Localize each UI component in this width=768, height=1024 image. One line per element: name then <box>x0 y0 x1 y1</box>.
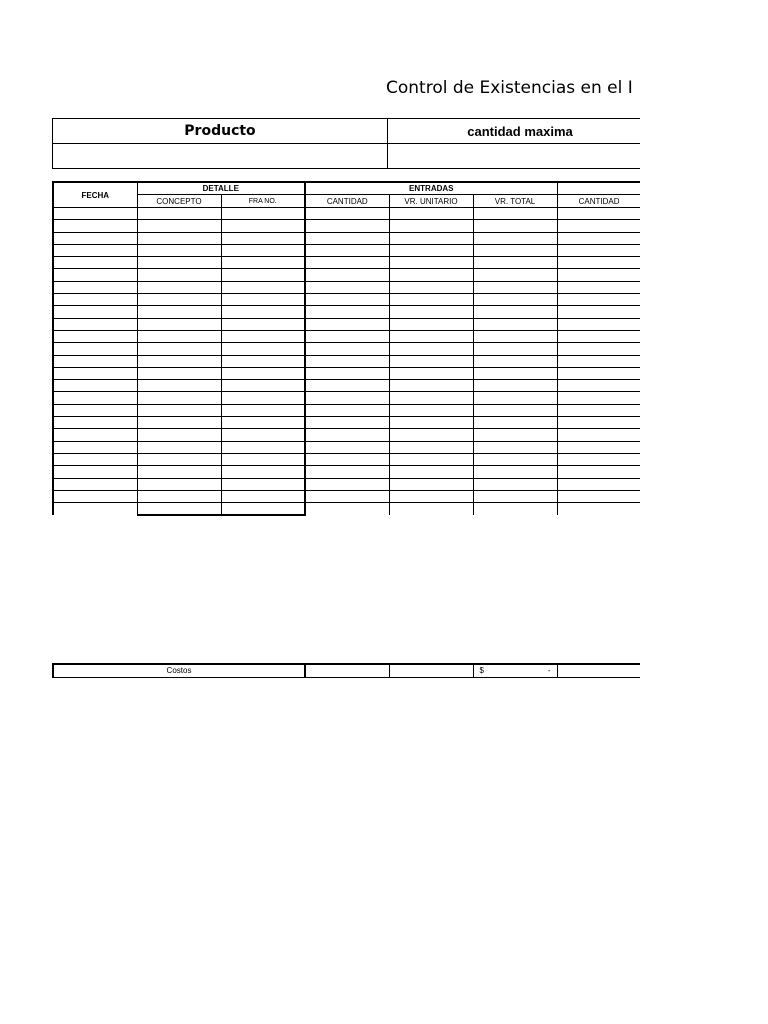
vr-unitario-cell[interactable] <box>389 441 473 453</box>
cantidad-cell[interactable] <box>305 441 389 453</box>
fra-no-cell[interactable] <box>221 257 305 269</box>
producto-input-cell[interactable] <box>53 144 388 169</box>
vr-total-cell[interactable] <box>473 503 557 516</box>
fra-no-cell[interactable] <box>221 355 305 367</box>
concepto-cell[interactable] <box>137 503 221 516</box>
cantidad-cell[interactable] <box>305 269 389 281</box>
concepto-header: CONCEPTO <box>137 195 221 208</box>
fra-no-cell[interactable] <box>221 220 305 232</box>
cantidad-2-cell[interactable] <box>557 453 640 465</box>
vr-unitario-cell[interactable] <box>389 453 473 465</box>
concepto-cell[interactable] <box>137 343 221 355</box>
fecha-cell[interactable] <box>53 355 137 367</box>
cantidad-cell[interactable] <box>305 220 389 232</box>
fecha-cell[interactable] <box>53 232 137 244</box>
vr-unitario-cell[interactable] <box>389 244 473 256</box>
vr-total-cell[interactable] <box>473 343 557 355</box>
concepto-cell[interactable] <box>137 281 221 293</box>
cantidad-2-header: CANTIDAD <box>557 195 640 208</box>
costos-cantidad-2-cell[interactable] <box>557 664 640 678</box>
producto-header: Producto <box>53 119 388 144</box>
fecha-cell[interactable] <box>53 466 137 478</box>
vr-unitario-cell[interactable] <box>389 490 473 502</box>
table-row <box>53 404 640 416</box>
concepto-cell[interactable] <box>137 257 221 269</box>
fecha-cell[interactable] <box>53 453 137 465</box>
cantidad-cell[interactable] <box>305 404 389 416</box>
table-row <box>53 318 640 330</box>
vr-unitario-cell[interactable] <box>389 208 473 220</box>
fecha-cell[interactable] <box>53 404 137 416</box>
concepto-cell[interactable] <box>137 232 221 244</box>
cantidad-cell[interactable] <box>305 318 389 330</box>
cantidad-2-cell[interactable] <box>557 466 640 478</box>
cantidad-cell[interactable] <box>305 429 389 441</box>
cantidad-cell[interactable] <box>305 244 389 256</box>
fra-no-cell[interactable] <box>221 404 305 416</box>
vr-total-cell[interactable] <box>473 392 557 404</box>
vr-unitario-cell[interactable] <box>389 269 473 281</box>
table-row <box>53 478 640 490</box>
concepto-cell[interactable] <box>137 318 221 330</box>
cantidad-cell[interactable] <box>305 478 389 490</box>
cantidad-maxima-input-cell[interactable] <box>388 144 641 169</box>
currency-symbol: $ <box>479 666 484 675</box>
vr-unitario-cell[interactable] <box>389 429 473 441</box>
inventory-table <box>52 181 640 516</box>
fecha-cell[interactable] <box>53 220 137 232</box>
cantidad-cell[interactable] <box>305 490 389 502</box>
vr-unitario-cell[interactable] <box>389 466 473 478</box>
cantidad-2-cell[interactable] <box>557 318 640 330</box>
fecha-cell[interactable] <box>53 490 137 502</box>
vr-total-cell[interactable] <box>473 208 557 220</box>
vr-unitario-cell[interactable] <box>389 281 473 293</box>
fra-no-cell[interactable] <box>221 441 305 453</box>
table-row <box>53 441 640 453</box>
vr-unitario-cell[interactable] <box>389 417 473 429</box>
vr-total-cell[interactable] <box>473 220 557 232</box>
cantidad-cell[interactable] <box>305 294 389 306</box>
costos-cantidad-cell[interactable] <box>305 664 389 678</box>
vr-unitario-cell[interactable] <box>389 355 473 367</box>
fra-no-cell[interactable] <box>221 429 305 441</box>
fecha-cell[interactable] <box>53 294 137 306</box>
cantidad-cell[interactable] <box>305 330 389 342</box>
salidas-header-cell <box>557 182 640 195</box>
concepto-cell[interactable] <box>137 330 221 342</box>
inventory-grid <box>52 181 640 517</box>
vr-unitario-cell[interactable] <box>389 343 473 355</box>
table-row <box>53 281 640 293</box>
vr-total-cell[interactable] <box>473 269 557 281</box>
cantidad-2-cell[interactable] <box>557 294 640 306</box>
table-row <box>53 257 640 269</box>
cantidad-cell[interactable] <box>305 392 389 404</box>
fecha-cell[interactable] <box>53 478 137 490</box>
cantidad-2-cell[interactable] <box>557 429 640 441</box>
fecha-cell[interactable] <box>53 244 137 256</box>
vr-unitario-cell[interactable] <box>389 367 473 379</box>
cantidad-2-cell[interactable] <box>557 306 640 318</box>
fra-no-cell[interactable] <box>221 269 305 281</box>
costos-total-cell[interactable] <box>473 664 557 678</box>
fra-no-cell[interactable] <box>221 367 305 379</box>
cantidad-2-cell[interactable] <box>557 503 640 516</box>
concepto-cell[interactable] <box>137 453 221 465</box>
table-row <box>53 392 640 404</box>
costos-total-value: - <box>547 666 551 675</box>
cantidad-2-cell[interactable] <box>557 367 640 379</box>
vr-total-cell[interactable] <box>473 294 557 306</box>
fecha-cell[interactable] <box>53 257 137 269</box>
fecha-cell[interactable] <box>53 429 137 441</box>
fra-no-cell[interactable] <box>221 417 305 429</box>
table-row <box>53 294 640 306</box>
cantidad-cell[interactable] <box>305 257 389 269</box>
cantidad-2-cell[interactable] <box>557 257 640 269</box>
vr-total-cell[interactable] <box>473 330 557 342</box>
cantidad-cell[interactable] <box>305 343 389 355</box>
table-row <box>53 343 640 355</box>
cantidad-cell[interactable] <box>305 355 389 367</box>
table-row <box>53 429 640 441</box>
fra-no-cell[interactable] <box>221 453 305 465</box>
cantidad-cell[interactable] <box>305 503 389 516</box>
vr-total-cell[interactable] <box>473 380 557 392</box>
vr-total-cell[interactable] <box>473 466 557 478</box>
vr-total-cell[interactable] <box>473 453 557 465</box>
cantidad-2-cell[interactable] <box>557 330 640 342</box>
cantidad-2-cell[interactable] <box>557 281 640 293</box>
concepto-cell[interactable] <box>137 441 221 453</box>
vr-total-cell[interactable] <box>473 306 557 318</box>
cantidad-2-cell[interactable] <box>557 441 640 453</box>
vr-unitario-cell[interactable] <box>389 232 473 244</box>
costs-table <box>52 663 640 678</box>
fra-no-cell[interactable] <box>221 306 305 318</box>
vr-unitario-cell[interactable] <box>389 380 473 392</box>
fecha-cell[interactable] <box>53 269 137 281</box>
concepto-cell[interactable] <box>137 404 221 416</box>
vr-total-cell[interactable] <box>473 281 557 293</box>
fra-no-cell[interactable] <box>221 318 305 330</box>
concepto-cell[interactable] <box>137 466 221 478</box>
cantidad-cell[interactable] <box>305 417 389 429</box>
table-row <box>53 208 640 220</box>
concepto-cell[interactable] <box>137 367 221 379</box>
vr-unitario-cell[interactable] <box>389 318 473 330</box>
fra-no-cell[interactable] <box>221 503 305 516</box>
cantidad-cell[interactable] <box>305 380 389 392</box>
vr-unitario-cell[interactable] <box>389 503 473 516</box>
vr-total-cell[interactable] <box>473 257 557 269</box>
costos-label: Costos <box>53 664 305 678</box>
cantidad-maxima-header: cantidad maxima <box>388 119 641 144</box>
vr-unitario-cell[interactable] <box>389 478 473 490</box>
table-row <box>53 503 640 516</box>
fecha-cell[interactable] <box>53 441 137 453</box>
table-row <box>53 232 640 244</box>
vr-unitario-cell[interactable] <box>389 306 473 318</box>
vr-total-cell[interactable] <box>473 244 557 256</box>
cantidad-2-cell[interactable] <box>557 208 640 220</box>
table-row <box>53 355 640 367</box>
cantidad-2-cell[interactable] <box>557 355 640 367</box>
fecha-cell[interactable] <box>53 503 137 516</box>
concepto-cell[interactable] <box>137 294 221 306</box>
fra-no-cell[interactable] <box>221 478 305 490</box>
fra-no-cell[interactable] <box>221 244 305 256</box>
product-table <box>52 118 640 169</box>
cantidad-cell[interactable] <box>305 208 389 220</box>
vr-total-cell[interactable] <box>473 232 557 244</box>
concepto-cell[interactable] <box>137 417 221 429</box>
cantidad-cell[interactable] <box>305 466 389 478</box>
concepto-cell[interactable] <box>137 208 221 220</box>
cantidad-2-cell[interactable] <box>557 269 640 281</box>
fecha-header: FECHA <box>53 182 137 208</box>
cantidad-2-cell[interactable] <box>557 392 640 404</box>
concepto-cell[interactable] <box>137 490 221 502</box>
concepto-cell[interactable] <box>137 429 221 441</box>
fra-no-cell[interactable] <box>221 294 305 306</box>
table-row <box>53 466 640 478</box>
concepto-cell[interactable] <box>137 380 221 392</box>
vr-total-cell[interactable] <box>473 441 557 453</box>
entradas-header: ENTRADAS <box>305 182 557 195</box>
product-header <box>52 118 640 170</box>
concepto-cell[interactable] <box>137 220 221 232</box>
vr-unitario-cell[interactable] <box>389 257 473 269</box>
table-row <box>53 380 640 392</box>
table-row <box>53 330 640 342</box>
vr-unitario-cell[interactable] <box>389 294 473 306</box>
concepto-cell[interactable] <box>137 306 221 318</box>
fra-no-cell[interactable] <box>221 281 305 293</box>
fra-no-cell[interactable] <box>221 208 305 220</box>
cantidad-cell[interactable] <box>305 306 389 318</box>
fra-no-cell[interactable] <box>221 490 305 502</box>
cantidad-2-cell[interactable] <box>557 343 640 355</box>
table-row <box>53 244 640 256</box>
costs-row <box>52 663 640 678</box>
cantidad-2-cell[interactable] <box>557 244 640 256</box>
fecha-cell[interactable] <box>53 330 137 342</box>
cantidad-2-cell[interactable] <box>557 232 640 244</box>
fra-no-cell[interactable] <box>221 392 305 404</box>
cantidad-2-cell[interactable] <box>557 490 640 502</box>
table-row <box>53 220 640 232</box>
vr-total-cell[interactable] <box>473 404 557 416</box>
cantidad-header: CANTIDAD <box>305 195 389 208</box>
cantidad-2-cell[interactable] <box>557 404 640 416</box>
table-row <box>53 453 640 465</box>
table-row <box>53 306 640 318</box>
fecha-cell[interactable] <box>53 208 137 220</box>
concepto-cell[interactable] <box>137 355 221 367</box>
fecha-cell[interactable] <box>53 380 137 392</box>
vr-total-cell[interactable] <box>473 478 557 490</box>
fecha-cell[interactable] <box>53 281 137 293</box>
fecha-cell[interactable] <box>53 417 137 429</box>
fecha-cell[interactable] <box>53 318 137 330</box>
fra-no-cell[interactable] <box>221 232 305 244</box>
cantidad-cell[interactable] <box>305 453 389 465</box>
cantidad-cell[interactable] <box>305 281 389 293</box>
cantidad-cell[interactable] <box>305 367 389 379</box>
vr-total-cell[interactable] <box>473 417 557 429</box>
sheet-title: Control de Existencias en el I <box>386 78 633 98</box>
cantidad-2-cell[interactable] <box>557 478 640 490</box>
vr-total-cell[interactable] <box>473 318 557 330</box>
vr-unitario-header: VR. UNITARIO <box>389 195 473 208</box>
fecha-cell[interactable] <box>53 367 137 379</box>
vr-unitario-cell[interactable] <box>389 404 473 416</box>
fecha-cell[interactable] <box>53 392 137 404</box>
cantidad-2-cell[interactable] <box>557 380 640 392</box>
vr-total-header: VR. TOTAL <box>473 195 557 208</box>
table-row <box>53 490 640 502</box>
table-row <box>53 417 640 429</box>
fra-no-cell[interactable] <box>221 343 305 355</box>
fra-no-header: FRA NO. <box>221 195 305 208</box>
fecha-cell[interactable] <box>53 343 137 355</box>
fra-no-cell[interactable] <box>221 466 305 478</box>
vr-total-cell[interactable] <box>473 490 557 502</box>
detalle-header: DETALLE <box>137 182 305 195</box>
vr-unitario-cell[interactable] <box>389 330 473 342</box>
vr-unitario-cell[interactable] <box>389 220 473 232</box>
table-row <box>53 367 640 379</box>
cantidad-2-cell[interactable] <box>557 220 640 232</box>
concepto-cell[interactable] <box>137 269 221 281</box>
cantidad-2-cell[interactable] <box>557 417 640 429</box>
vr-total-cell[interactable] <box>473 429 557 441</box>
vr-unitario-cell[interactable] <box>389 392 473 404</box>
fra-no-cell[interactable] <box>221 380 305 392</box>
concepto-cell[interactable] <box>137 478 221 490</box>
concepto-cell[interactable] <box>137 244 221 256</box>
concepto-cell[interactable] <box>137 392 221 404</box>
fecha-cell[interactable] <box>53 306 137 318</box>
costos-unitario-cell[interactable] <box>389 664 473 678</box>
vr-total-cell[interactable] <box>473 355 557 367</box>
fra-no-cell[interactable] <box>221 330 305 342</box>
table-row <box>53 269 640 281</box>
vr-total-cell[interactable] <box>473 367 557 379</box>
cantidad-cell[interactable] <box>305 232 389 244</box>
